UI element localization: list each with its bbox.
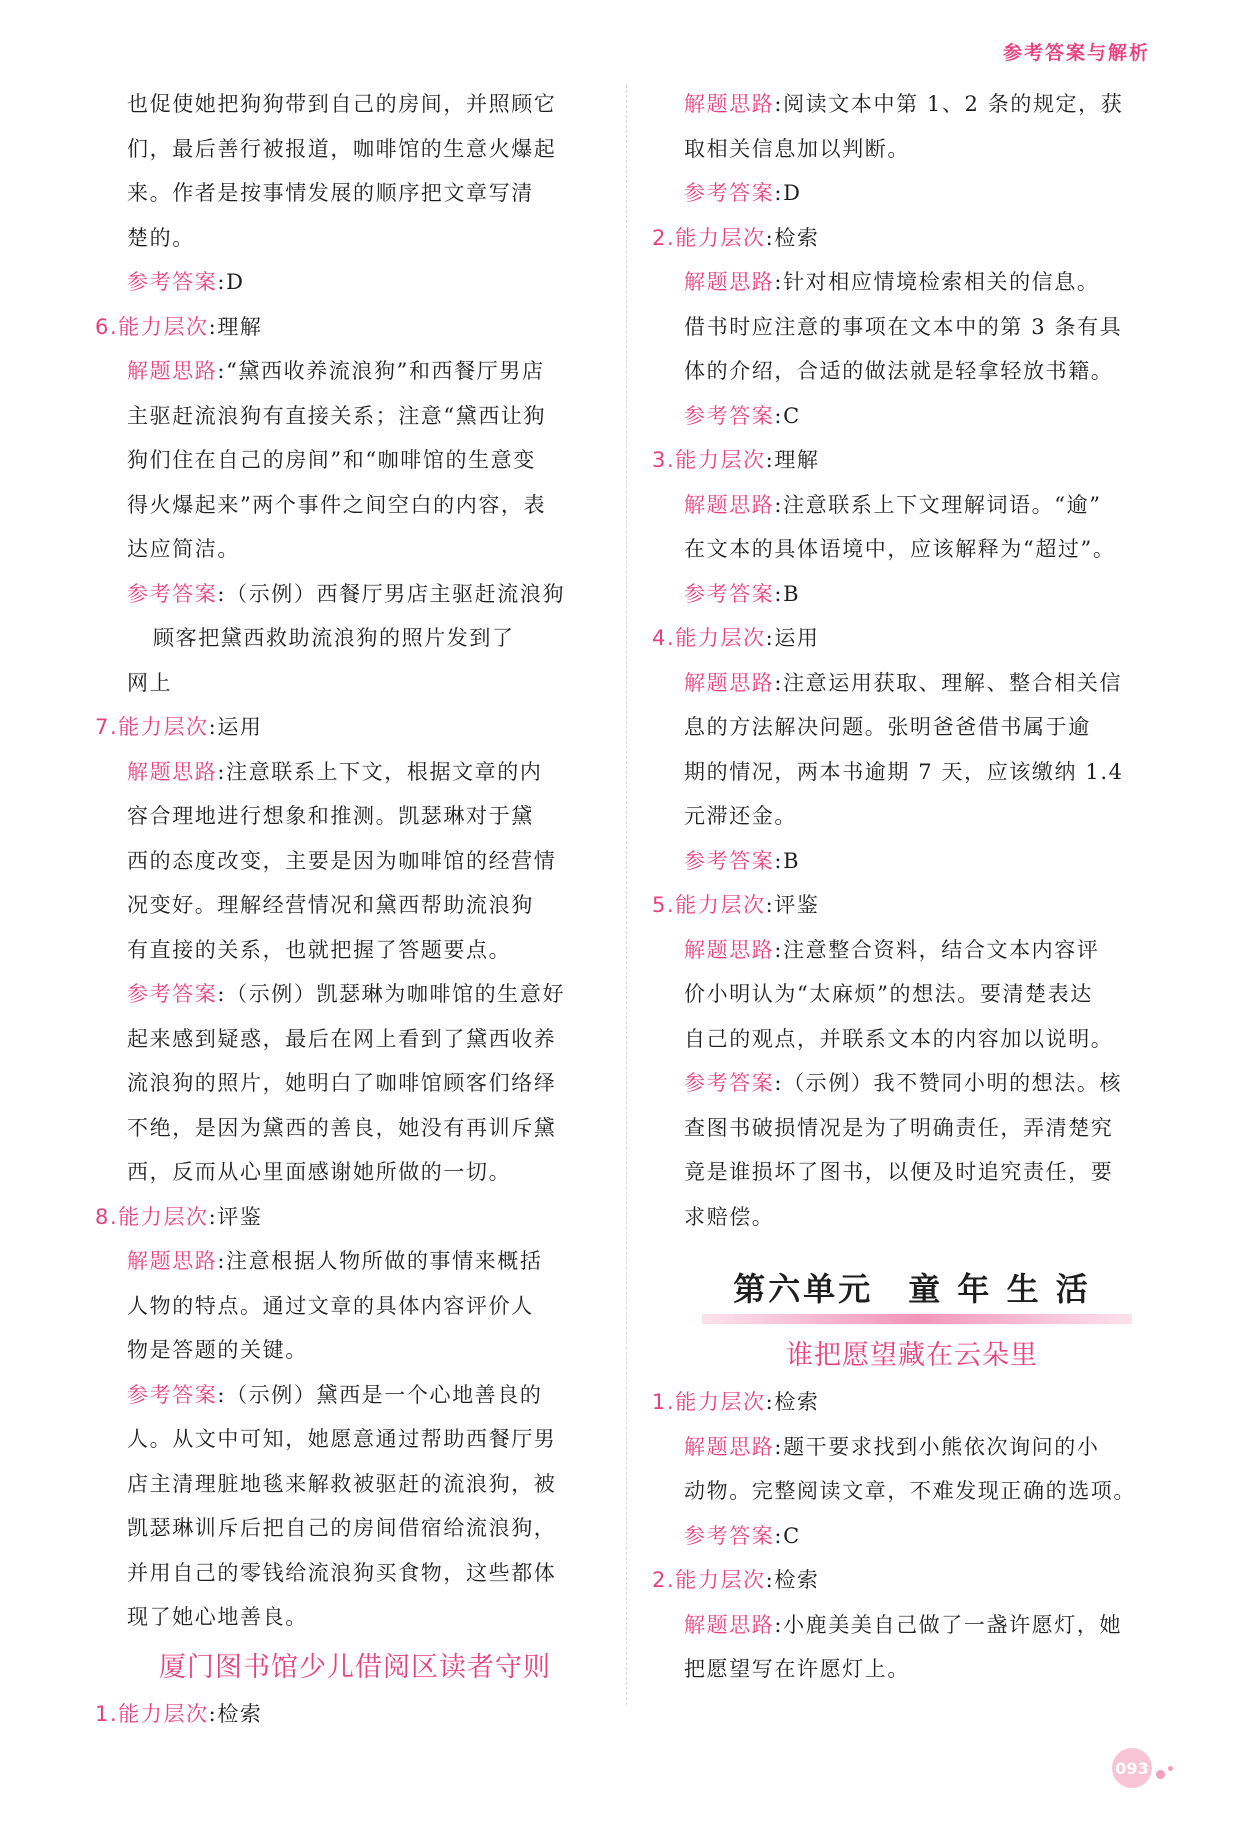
text-line: 竟是谁损坏了图书，以便及时追究责任，要: [684, 1160, 1114, 1184]
thought-text: :题干要求找到小熊依次询问的小: [774, 1434, 1100, 1459]
level-value: :检索: [208, 1702, 263, 1726]
thought-line: [652, 260, 1172, 305]
thought-label: 解题思路: [684, 937, 775, 962]
answer-text: :（示例）西餐厅男店主驱赶流浪狗: [217, 581, 566, 606]
answer-text: :（示例）我不赞同小明的想法。核: [774, 1071, 1123, 1095]
right-column: [652, 82, 1172, 1692]
answer-line: [652, 839, 1172, 884]
thought-label: 解题思路: [684, 670, 775, 695]
answer-line: [652, 1061, 1172, 1106]
level-label: 能力层次: [675, 448, 766, 472]
decorative-dot: [1168, 1766, 1173, 1771]
thought-text: :小鹿美美自己做了一盏许愿灯，她: [774, 1612, 1123, 1637]
level-value: :检索: [765, 1568, 820, 1592]
thought-label: 解题思路: [684, 1434, 775, 1459]
text-line: 体的介绍，合适的做法就是轻拿轻放书籍。: [684, 359, 1114, 383]
story-question-2-level: [652, 1558, 1172, 1603]
question-number: 1.: [95, 1702, 119, 1726]
thought-text: :“黛西收养流浪狗”和西餐厅男店: [217, 359, 545, 383]
answer-value: :B: [774, 848, 801, 873]
answer-label: 参考答案: [684, 1071, 775, 1095]
thought-text: :注意根据人物所做的事情来概括: [217, 1249, 543, 1273]
text-line: 息的方法解决问题。张明爸爸借书属于逾: [684, 715, 1091, 739]
thought-label: 解题思路: [127, 359, 218, 383]
text-line: 期的情况，两本书逾期 7 天，应该缴纳 1.4: [684, 759, 1124, 784]
text-line: 流浪狗的照片，她明白了咖啡馆顾客们络绎: [127, 1071, 557, 1095]
text-line: 人物的特点。通过文章的具体内容评价人: [127, 1293, 534, 1318]
level-label: 能力层次: [675, 626, 766, 650]
text-line: 西的态度改变，主要是因为咖啡馆的经营情: [127, 848, 557, 873]
thought-line: [652, 483, 1172, 528]
level-label: 能力层次: [118, 1702, 209, 1726]
thought-text: :阅读文本中第 1、2 条的规定，获: [774, 92, 1124, 116]
question-number: 5.: [652, 893, 676, 917]
question-number: 4.: [652, 626, 676, 650]
level-label: 能力层次: [675, 893, 766, 917]
level-label: 能力层次: [675, 225, 766, 250]
text-line: 容合理地进行想象和推测。凯瑟琳对于黛: [127, 804, 534, 828]
text-line: 物是答题的关键。: [127, 1338, 308, 1362]
unit-title: 第六单元 童 年 生 活: [652, 1267, 1172, 1324]
thought-line: [95, 1239, 615, 1284]
question-4-level: [652, 616, 1172, 661]
text-line: 狗们住在自己的房间”和“咖啡馆的生意变: [127, 448, 536, 472]
thought-label: 解题思路: [127, 1249, 218, 1273]
thought-line: [652, 82, 1172, 127]
thought-label: 解题思路: [684, 270, 775, 294]
question-5-level: [652, 883, 1172, 928]
text-line: 自己的观点，并联系文本的内容加以说明。: [684, 1026, 1114, 1051]
answer-line: [652, 572, 1172, 617]
page-number-badge: 093: [1112, 1748, 1152, 1788]
column-divider: [626, 85, 627, 1705]
thought-line: [95, 750, 615, 795]
section-question-1-level: [95, 1692, 615, 1737]
text-line: 查图书破损情况是为了明确责任，弄清楚究: [684, 1115, 1114, 1140]
running-header: 参考答案与解析: [1002, 42, 1150, 64]
section-title: 厦门图书馆少儿借阅区读者守则: [159, 1651, 551, 1683]
level-value: :运用: [208, 715, 263, 739]
text-line: 起来感到疑惑，最后在网上看到了黛西收养: [127, 1026, 557, 1051]
level-label: 能力层次: [118, 314, 209, 339]
answer-label: 参考答案: [684, 181, 775, 205]
thought-text: :注意联系上下文理解词语。“逾”: [774, 492, 1102, 517]
thought-text: :注意运用获取、理解、整合相关信: [774, 670, 1123, 695]
thought-line: [652, 1425, 1172, 1470]
text-line: 元滞还金。: [684, 804, 797, 828]
text-line: 达应简洁。: [127, 537, 240, 561]
answer-line: [95, 972, 615, 1017]
answer-line: [652, 394, 1172, 439]
text-line: 们，最后善行被报道，咖啡馆的生意火爆起: [127, 136, 557, 161]
question-8-level: [95, 1195, 615, 1240]
answer-label: 参考答案: [127, 270, 218, 294]
thought-label: 解题思路: [127, 759, 218, 784]
left-column: [95, 82, 615, 1737]
answer-line: [652, 171, 1172, 216]
answer-line: [95, 1373, 615, 1418]
thought-line: [652, 1603, 1172, 1648]
answer-line: [652, 1514, 1172, 1559]
thought-text: :针对相应情境检索相关的信息。: [774, 270, 1100, 294]
answer-label: 参考答案: [127, 1382, 218, 1407]
text-line: 人。从文中可知，她愿意通过帮助西餐厅男: [127, 1427, 557, 1451]
story-question-1-level: [652, 1380, 1172, 1425]
text-line: 况变好。理解经营情况和黛西帮助流浪狗: [127, 893, 534, 917]
question-2-level: [652, 216, 1172, 261]
answer-label: 参考答案: [684, 581, 775, 606]
answer-label: 参考答案: [127, 982, 218, 1006]
text-line: 顾客把黛西救助流浪狗的照片发到了: [153, 626, 515, 650]
level-label: 能力层次: [675, 1568, 766, 1592]
answer-label: 参考答案: [684, 403, 775, 428]
level-label: 能力层次: [118, 1204, 209, 1229]
thought-line: [652, 928, 1172, 973]
level-value: :运用: [765, 626, 820, 650]
thought-text: :注意整合资料，结合文本内容评: [774, 937, 1100, 962]
text-line: 借书时应注意的事项在文本中的第 3 条有具: [684, 314, 1123, 339]
text-line: 楚的。: [127, 225, 195, 250]
question-number: 6.: [95, 314, 119, 339]
text-line: 不绝，是因为黛西的善良，她没有再训斥黛: [127, 1115, 557, 1140]
text-line: 凯瑟琳训斥后把自己的房间借宿给流浪狗，: [127, 1516, 557, 1540]
level-value: :理解: [208, 314, 263, 339]
question-7-level: [95, 705, 615, 750]
question-3-level: [652, 438, 1172, 483]
section-title: 谁把愿望藏在云朵里: [786, 1339, 1038, 1371]
question-6-level: [95, 305, 615, 350]
text-line: 店主清理脏地毯来解救被驱赶的流浪狗，被: [127, 1471, 557, 1496]
thought-label: 解题思路: [684, 1612, 775, 1637]
text-line: 主驱赶流浪狗有直接关系；注意“黛西让狗: [127, 403, 547, 428]
level-value: :评鉴: [208, 1204, 263, 1229]
text-line: 现了她心地善良。: [127, 1605, 308, 1629]
question-number: 8.: [95, 1204, 119, 1229]
answer-value: :C: [774, 403, 801, 428]
text-line: 求赔偿。: [684, 1204, 775, 1229]
question-number: 2.: [652, 1568, 676, 1592]
level-value: :检索: [765, 225, 820, 250]
thought-line: [95, 349, 615, 394]
text-line: 网上: [127, 670, 173, 695]
answer-label: 参考答案: [127, 581, 218, 606]
answer-line: [95, 260, 615, 305]
answer-value: :D: [217, 270, 245, 294]
thought-label: 解题思路: [684, 492, 775, 517]
answer-line: [95, 572, 615, 617]
level-value: :理解: [765, 448, 820, 472]
text-line: 取相关信息加以判断。: [684, 136, 910, 161]
answer-value: :C: [774, 1523, 801, 1548]
text-line: 来。作者是按事情发展的顺序把文章写清: [127, 181, 534, 205]
text-line: 把愿望写在许愿灯上。: [684, 1657, 910, 1681]
thought-line: [652, 661, 1172, 706]
answer-label: 参考答案: [684, 848, 775, 873]
question-number: 7.: [95, 715, 119, 739]
text-line: 动物。完整阅读文章，不难发现正确的选项。: [684, 1479, 1136, 1503]
question-number: 3.: [652, 448, 676, 472]
question-number: 2.: [652, 225, 676, 250]
text-line: 西，反而从心里面感谢她所做的一切。: [127, 1160, 512, 1184]
decorative-dot: [1156, 1770, 1165, 1779]
answer-text: :（示例）凯瑟琳为咖啡馆的生意好: [217, 982, 566, 1006]
thought-text: :注意联系上下文，根据文章的内: [217, 759, 543, 784]
answer-value: :B: [774, 581, 801, 606]
answer-label: 参考答案: [684, 1523, 775, 1548]
text-line: 价小明认为“太麻烦”的想法。要清楚表达: [684, 982, 1093, 1006]
text-line: 得火爆起来”两个事件之间空白的内容，表: [127, 492, 547, 517]
thought-label: 解题思路: [684, 92, 775, 116]
text-line: 并用自己的零钱给流浪狗买食物，这些都体: [127, 1560, 557, 1585]
answer-text: :（示例）黛西是一个心地善良的: [217, 1382, 543, 1407]
text-line: 有直接的关系，也就把握了答题要点。: [127, 937, 512, 962]
level-label: 能力层次: [675, 1390, 766, 1414]
text-line: 也促使她把狗狗带到自己的房间，并照顾它: [127, 92, 557, 116]
answer-value: :D: [774, 181, 802, 205]
text-line: 在文本的具体语境中，应该解释为“超过”。: [684, 537, 1116, 561]
question-number: 1.: [652, 1390, 676, 1414]
level-value: :检索: [765, 1390, 820, 1414]
level-label: 能力层次: [118, 715, 209, 739]
level-value: :评鉴: [765, 893, 820, 917]
